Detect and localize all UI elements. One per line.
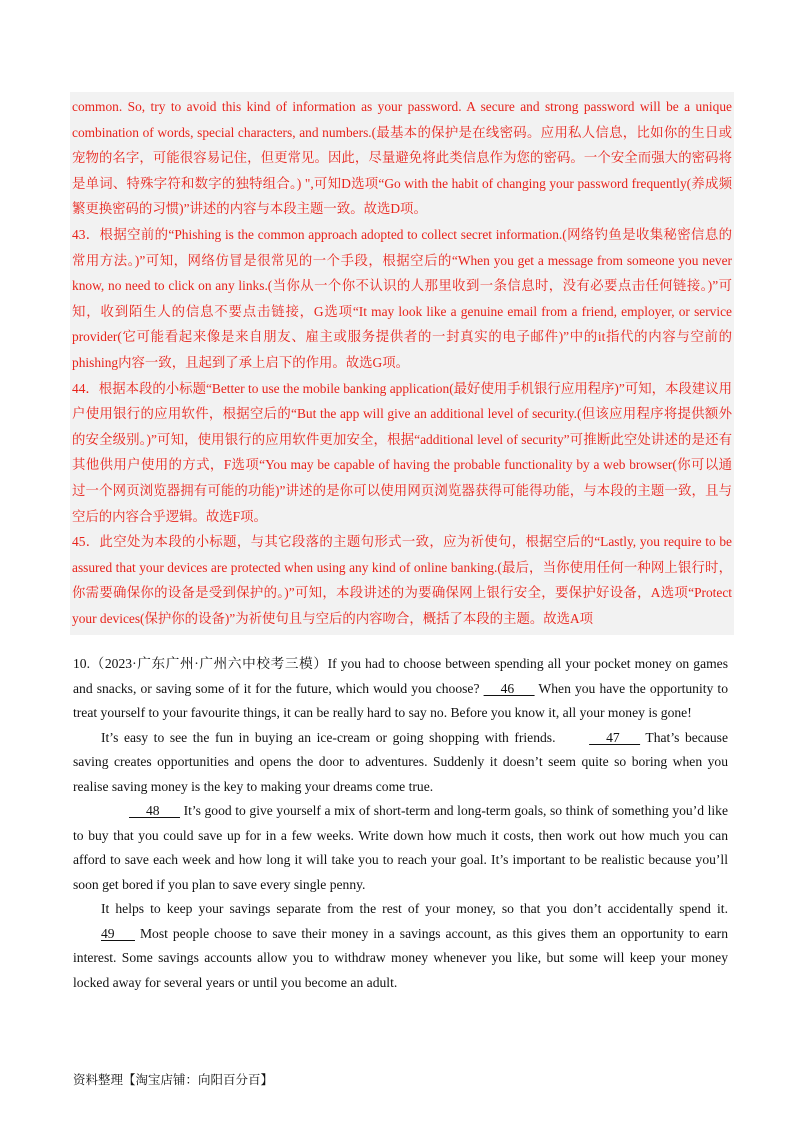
question-10-passage bbox=[73, 652, 728, 995]
page-footer: 资料整理【淘宝店铺：向阳百分百】 bbox=[73, 1072, 274, 1087]
blank-48: 48 bbox=[129, 803, 180, 818]
passage-paragraph-3 bbox=[73, 799, 728, 897]
answer-explanation-block bbox=[70, 92, 734, 635]
passage-paragraph-1 bbox=[73, 652, 728, 726]
passage-text: Most people choose to save their money in a savings account, as this gives them an opportunity to earn interest. Some savings accounts allow you to withdraw money whenever you like, but some will keep your money locked away for several years or until you become an adult. bbox=[73, 925, 728, 990]
blank-49: 49 bbox=[101, 925, 135, 941]
passage-paragraph-2 bbox=[73, 726, 728, 800]
blank-47: 47 bbox=[589, 729, 641, 745]
passage-text: That’s because saving creates opportunities and opens the door to adventures. Suddenly it doesn’t seem quite so boring when you realise saving money is the key to making your dreams come true. bbox=[73, 729, 728, 794]
passage-text: It’s good to give yourself a mix of short-term and long-term goals, so think of something you’d like to buy that you could save up for in a few weeks. Write down how much it costs, then work out how much you can afford to save each week and how long it will take you to reach your goal. It’s important to be realistic because you’ll soon get bored if you plan to save every single penny. bbox=[73, 803, 728, 892]
blank-46: 46 bbox=[483, 680, 535, 696]
answer-44: 44．根据本段的小标题“Better to use the mobile banking application(最好使用手机银行应用程序)”可知，本段建议用户使用银行的应用软件，根据空后的“But the app will give an additional level of security.(但该应用程序将提供额外的安全级别。)”可知，使用银行的应用软件更加安全，根据“additional level of security”可推断此空处讲述的是还有其他供用户使用的方式，F选项“You may be capable of having the probable functionality by a web browser(你可以通过一个网页浏览器拥有可能的功能)”讲述的是你可以使用网页浏览器获得可能得功能，与本段的主题一致，且与空后的内容合乎逻辑。故选F项。 bbox=[72, 380, 732, 524]
passage-text: It helps to keep your savings separate from the rest of your money, so that you don’t accidentally spend it. bbox=[101, 901, 728, 916]
answer-45: 45．此空处为本段的小标题，与其它段落的主题句形式一致，应为祈使句，根据空后的“Lastly, you require to be assured that your devices are protected when using any kind of online banking.(最后，当你使用任何一种网上银行时，你需要确保你的设备是受到保护的。)”可知，本段讲述的为要确保网上银行安全，要保护好设备，A选项“Protect your devices(保护你的设备)”为祈使句且与空后的内容吻合，概括了本段的主题。故选A项 bbox=[72, 534, 732, 626]
passage-paragraph-4 bbox=[73, 897, 728, 995]
answer-42-continued: common. So, try to avoid this kind of information as your password. A secure and strong password will be a unique combination of words, special characters, and numbers.(最基本的保护是在线密码。应用私人信息，比如你的生日或宠物的名字，可能很容易记住，但更常见。因此，尽量避免将此类信息作为您的密码。一个安全而强大的密码将是单词、特殊字符和数字的独特组合。) ",可知D选项“Go with the habit of changing your password frequently(养成频繁更换密码的习惯)”讲述的内容与本段主题一致。故选D项。 bbox=[72, 99, 732, 217]
passage-text: If you had to choose between spending all your pocket money on games and snacks, or saving some of it for the future, which would you choose? bbox=[73, 656, 728, 696]
passage-text: When you have the opportunity to treat yourself to your favourite things, it can be really hard to say no. Before you know it, all your money is gone! bbox=[73, 680, 728, 720]
passage-text: It’s easy to see the fun in buying an ice-cream or going shopping with friends. bbox=[101, 729, 556, 745]
answer-43: 43．根据空前的“Phishing is the common approach adopted to collect secret information.(网络钓鱼是收集秘密信息的常用方法。)”可知，网络仿冒是很常见的一个手段，根据空后的“When you get a message from someone you never know, no need to click on any links.(当你从一个你不认识的人那里收到一条信息时，没有必要点击任何链接。)”可知，收到陌生人的信息不要点击链接，G选项“It may look like a genuine email from a friend, employer, or service provider(它可能看起来像是来自朋友、雇主或服务提供者的一封真实的电子邮件)”中的it指代的内容与空前的phishing内容一致，且起到了承上启下的作用。故选G项。 bbox=[72, 226, 732, 370]
question-number-source: 10.（2023·广东广州·广州六中校考三模） bbox=[73, 656, 328, 671]
